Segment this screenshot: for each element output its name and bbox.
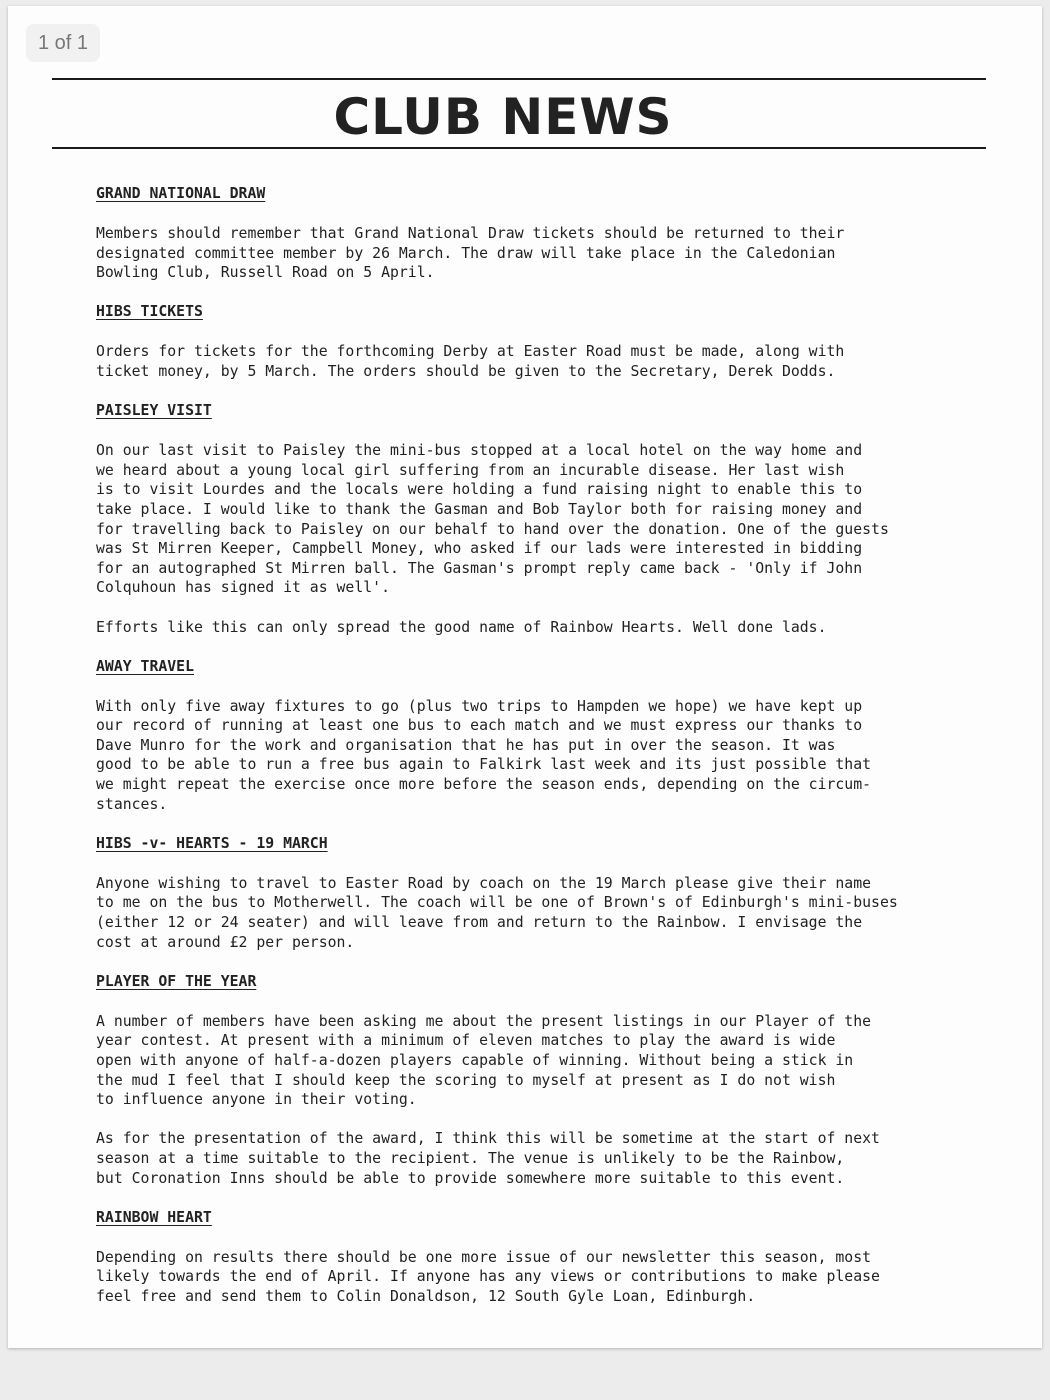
section-grand-national-draw bbox=[96, 184, 1016, 283]
section-paragraph: With only five away fixtures to go (plus two trips to Hampden we hope) we have kept up our record of running at least one bus to each match and we must express our thanks to Dave Munro for the work and organisation that he has put in over the season. It was good to be able to run a free bus again to Falkirk last week and its just possible that we might repeat the exercise once more before the season ends, depending on the circum- stances. bbox=[96, 697, 872, 813]
section-paragraph: As for the presentation of the award, I think this will be sometime at the start of next season at a time suitable to the recipient. The venue is unlikely to be the Rainbow, but Coronation Inns should be able to provide somewhere more suitable to this event. bbox=[96, 1130, 880, 1187]
section-paragraph: Members should remember that Grand National Draw tickets should be returned to their designated committee member by 26 March. The draw will take place in the Caledonian Bowling Club, Russell Road on 5 April. bbox=[96, 225, 845, 282]
section-paragraph: Efforts like this can only spread the good name of Rainbow Hearts. Well done lads. bbox=[96, 618, 827, 636]
section-heading: PAISLEY VISIT bbox=[96, 402, 212, 420]
section-paragraph: On our last visit to Paisley the mini-bus stopped at a local hotel on the way home and we heard about a young local girl suffering from an incurable disease. Her last wish is to visit Lourdes and the locals were holding a fund raising night to enable this to take place. I would like to thank the Gasman and Bob Taylor both for raising money and for travelling back to Paisley on our behalf to hand over the donation. One of the guests was St Mirren Keeper, Campbell Money, who asked if our lads were interested in bidding for an autographed St Mirren ball. The Gasman's prompt reply came back - 'Only if John Colquhoun has signed it as well'. bbox=[96, 442, 889, 597]
section-heading: HIBS -v- HEARTS - 19 MARCH bbox=[96, 834, 328, 852]
page-indicator: 1 of 1 bbox=[26, 24, 100, 62]
section-heading: RAINBOW HEART bbox=[96, 1208, 212, 1226]
section-heading: HIBS TICKETS bbox=[96, 303, 203, 321]
newsletter-body bbox=[96, 184, 1016, 1326]
document-page bbox=[8, 6, 1042, 1348]
section-heading: AWAY TRAVEL bbox=[96, 657, 194, 675]
section-hibs-v-hearts bbox=[96, 834, 1016, 952]
section-paragraph: Anyone wishing to travel to Easter Road by coach on the 19 March please give their name to me on the bus to Motherwell. The coach will be one of Brown's of Edinburgh's mini-buses (either 12 or 24 seater) and will leave from and return to the Rainbow. I envisage the cost at around £2 per person. bbox=[96, 874, 898, 951]
section-paragraph: Orders for tickets for the forthcoming Derby at Easter Road must be made, along with ticket money, by 5 March. The orders should be given to the Secretary, Derek Dodds. bbox=[96, 343, 845, 380]
section-hibs-tickets bbox=[96, 302, 1016, 381]
section-rainbow-heart bbox=[96, 1208, 1016, 1307]
masthead-title: CLUB NEWS bbox=[333, 88, 673, 146]
section-player-of-the-year bbox=[96, 972, 1016, 1188]
section-heading: PLAYER OF THE YEAR bbox=[96, 972, 257, 990]
section-paragraph: A number of members have been asking me about the present listings in our Player of the year contest. At present with a minimum of eleven matches to play the award is wide open with anyone of half-a-dozen players capable of winning. Without being a stick in the mud I feel that I should keep the scoring to myself at present as I do not wish to influence anyone in their voting. bbox=[96, 1012, 872, 1109]
section-heading: GRAND NATIONAL DRAW bbox=[96, 185, 266, 202]
masthead-top-rule bbox=[52, 78, 986, 80]
section-paragraph: Depending on results there should be one more issue of our newsletter this season, most likely towards the end of April. If anyone has any views or contributions to make please feel free and send them to Colin Donaldson, 12 South Gyle Loan, Edinburgh. bbox=[96, 1248, 880, 1305]
section-paisley-visit bbox=[96, 401, 1016, 637]
masthead-bottom-rule bbox=[52, 147, 986, 149]
section-away-travel bbox=[96, 657, 1016, 815]
